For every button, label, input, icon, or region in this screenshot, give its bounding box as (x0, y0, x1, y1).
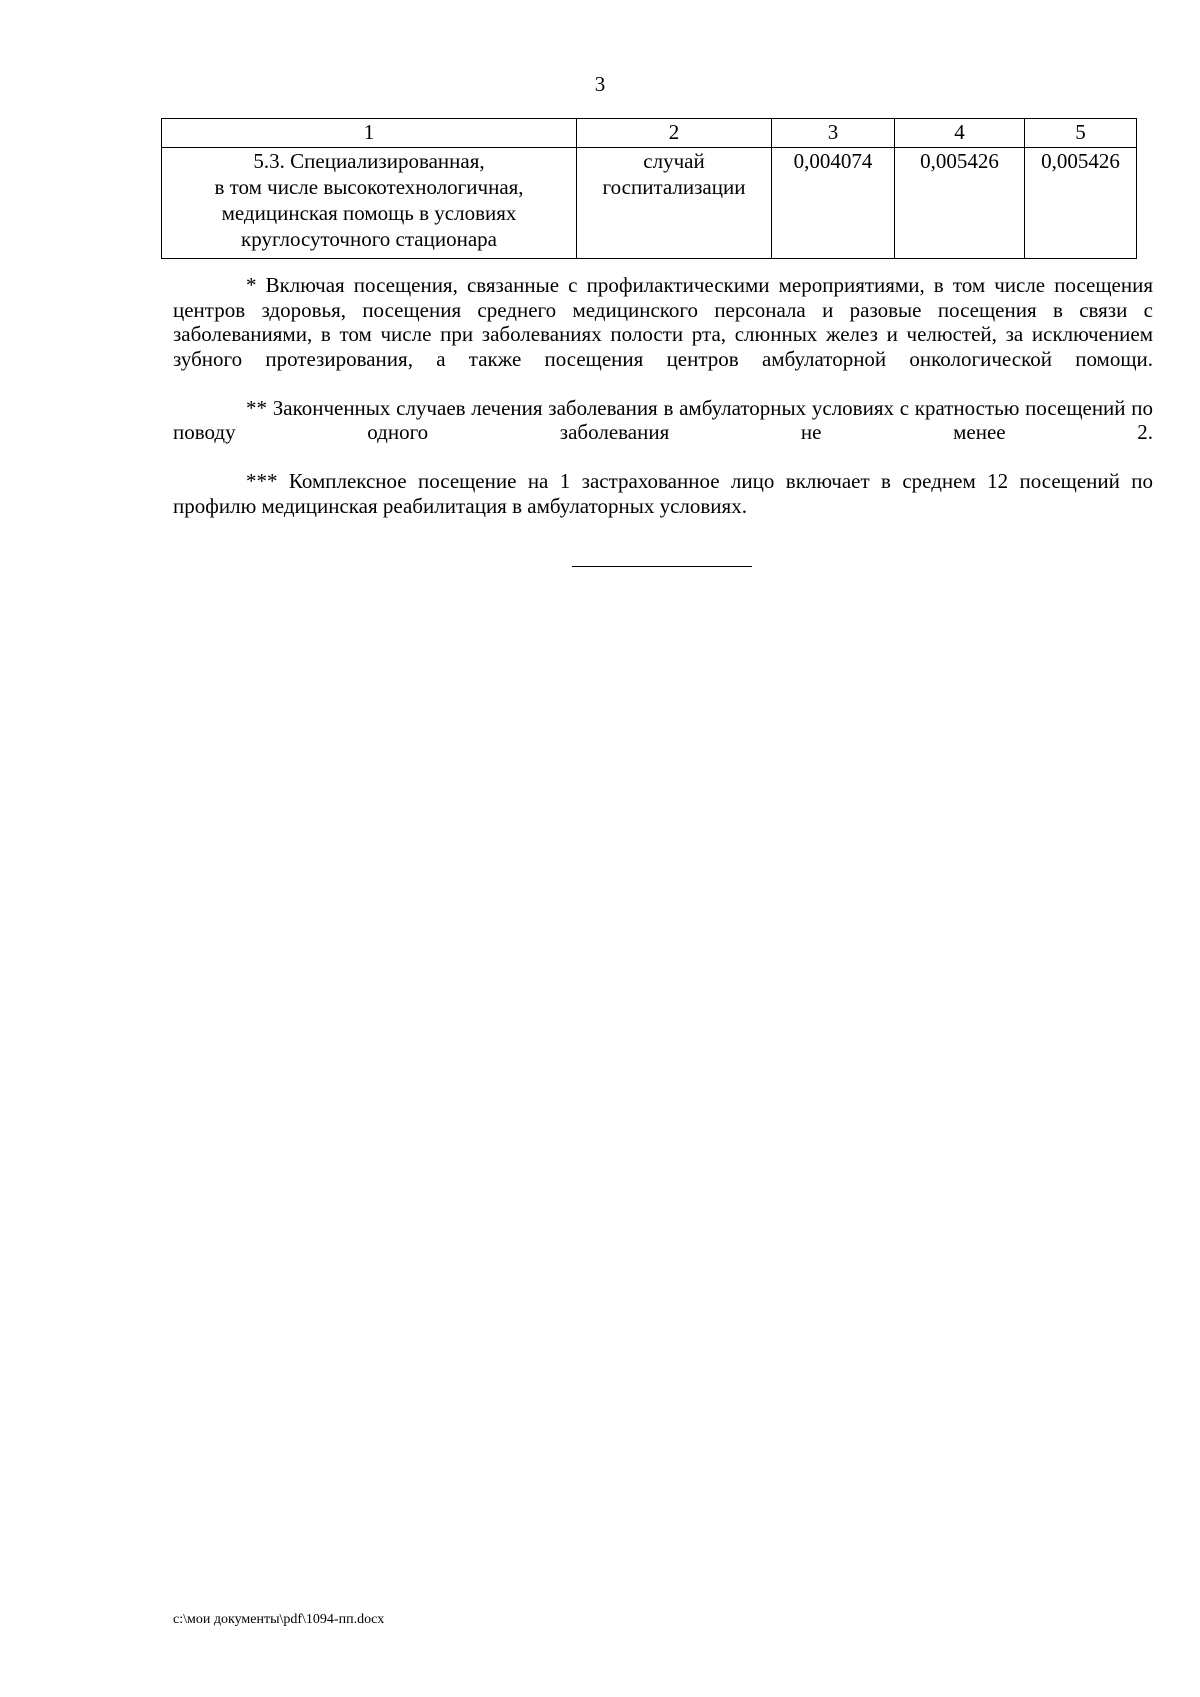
file-path: c:\мои документы\pdf\1094-пп.docx (173, 1612, 385, 1627)
care-type-line: в том числе высокотехнологичная, (214, 175, 524, 199)
value-cell-4: 0,005426 (895, 148, 1025, 259)
footnote-2: ** Законченных случаев лечения заболевания в амбулаторных условиях с кратностью посещений по поводу одного заболевания не менее 2. (173, 395, 1153, 444)
unit-cell (577, 148, 772, 259)
table-row (162, 148, 1137, 259)
column-header: 5 (1025, 119, 1137, 148)
column-header: 4 (895, 119, 1025, 148)
care-type-cell (162, 148, 577, 259)
care-type-line: круглосуточного стационара (241, 227, 497, 251)
care-type-line: медицинская помощь в условиях (221, 201, 517, 225)
footnote-3: *** Комплексное посещение на 1 застрахованное лицо включает в среднем 12 посещений по профилю медицинская реабилитация в амбулаторных условиях. (173, 469, 1153, 518)
value-cell-3: 0,004074 (772, 148, 895, 259)
unit-line: госпитализации (602, 175, 746, 199)
footnote-1: * Включая посещения, связанные с профилактическими мероприятиями, в том числе посещения центров здоровья, посещения среднего медицинского персонала и разовые посещения в связи с заболеваниями, в том числе при заболеваниях полости рта, слюнных желез и челюстей, за исключением зубного протезирования, а также посещения центров амбулаторной онкологической помощи. (173, 273, 1153, 371)
column-header: 3 (772, 119, 895, 148)
table-header-row (162, 119, 1137, 148)
page-number: 3 (594, 72, 606, 96)
unit-line: случай (643, 149, 705, 173)
footnotes (173, 273, 1153, 518)
value-cell-5: 0,005426 (1025, 148, 1137, 259)
care-type-line: 5.3. Специализированная, (253, 149, 485, 173)
data-table (161, 118, 1137, 259)
column-header: 2 (577, 119, 772, 148)
end-divider (572, 566, 752, 567)
column-header: 1 (162, 119, 577, 148)
